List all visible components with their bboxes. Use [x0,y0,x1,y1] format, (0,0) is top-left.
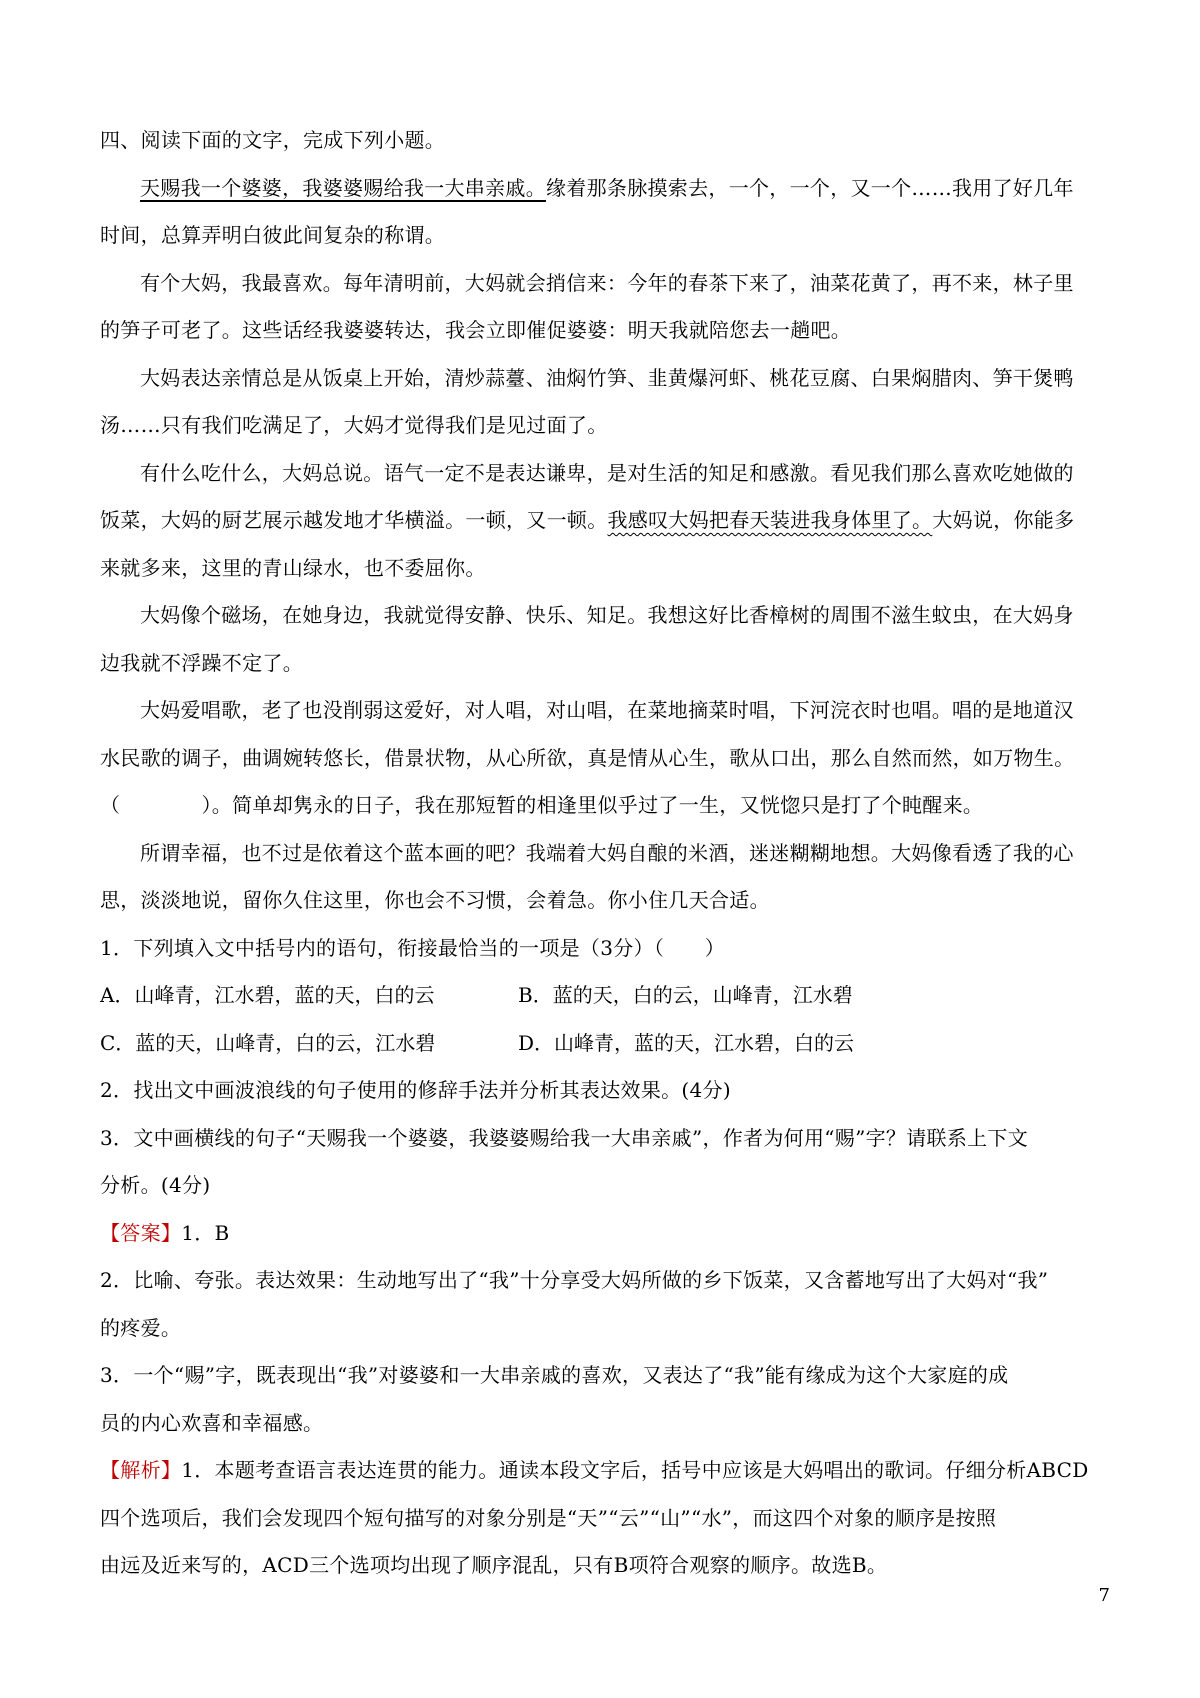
analysis-line2: 四个选项后，我们会发现四个短句描写的对象分别是“天”“云”“山”“水”，而这四个对象的顺序是按照 [100,1505,997,1530]
analysis-line3: 由远及近来写的，ACD三个选项均出现了顺序混乱，只有B项符合观察的顺序。故选B。 [100,1553,888,1577]
option-b: B．蓝的天，白的云，山峰青，江水碧 [518,983,853,1007]
document-body [100,117,1110,1590]
passage-p5-line2: 边我就不浮躁不定了。 [100,650,303,675]
question-3-line1: 3．文中画横线的句子“天赐我一个婆婆，我婆婆赐给我一大串亲戚”，作者为何用“赐”字？请联系上下文 [100,1125,1029,1150]
wavy-underlined-sentence: 我感叹大妈把春天装进我身体里了。 [607,508,933,532]
answer-2-line2: 的疼爱。 [100,1315,182,1340]
passage-p5-line1: 大妈像个磁场，在她身边，我就觉得安静、快乐、知足。我想这好比香樟树的周围不滋生蚊虫，在大妈身 [140,603,1074,627]
passage-p6-line1: 大妈爱唱歌，老了也没削弱这爱好，对人唱，对山唱，在菜地摘菜时唱，下河浣衣时也唱。唱的是地道汉 [140,698,1074,722]
page-number: 7 [1098,1585,1110,1606]
question-2: 2．找出文中画波浪线的句子使用的修辞手法并分析其表达效果。(4分) [100,1078,731,1102]
passage-p2-line2: 的笋子可老了。这些话经我婆婆转达，我会立即催促婆婆：明天我就陪您去一趟吧。 [100,318,852,342]
passage-p3-line1: 大妈表达亲情总是从饭桌上开始，清炒蒜薹、油焖竹笋、韭黄爆河虾、桃花豆腐、白果焖腊肉、笋干煲鸭 [140,365,1074,390]
passage-p7-line2: 思，淡淡地说，留你久住这里，你也会不习惯，会着急。你小住几天合适。 [100,888,770,912]
question-3-line2: 分析。(4分) [100,1173,211,1197]
answer-1: 1．B [181,1220,230,1245]
options-row-2 [100,1020,1110,1068]
analysis-tag: 【解析】 [100,1458,182,1482]
answer-line [100,1210,1110,1258]
passage-p4-line3: 来就多来，这里的青山绿水，也不委屈你。 [100,555,486,580]
passage-p3-line2: 汤……只有我们吃满足了，大妈才觉得我们是见过面了。 [100,413,608,437]
answer-tag: 【答案】 [100,1220,182,1245]
answer-2-line1: 2．比喻、夸张。表达效果：生动地写出了“我”十分享受大妈所做的乡下饭菜，又含蓄地写出了大妈对“我” [100,1268,1049,1292]
passage-p4-line2 [100,497,1110,545]
option-a: A．山峰青，江水碧，蓝的天，白的云 [100,983,435,1007]
passage-p7-line1: 所谓幸福，也不过是依着这个蓝本画的吧？我端着大妈自酿的米酒，迷迷糊糊地想。大妈像看透了我的心 [140,840,1074,865]
section-title: 四、阅读下面的文字，完成下列小题。 [100,128,446,152]
passage-p4-before: 饭菜，大妈的厨艺展示越发地才华横溢。一顿，又一顿。 [100,508,608,532]
analysis-text-1: 1．本题考查语言表达连贯的能力。通读本段文字后，括号中应该是大妈唱出的歌词。仔细分析ABCD [181,1458,1089,1482]
answer-3-line1: 3．一个“赐”字，既表现出“我”对婆婆和一大串亲戚的喜欢，又表达了“我”能有缘成为这个大家庭的成 [100,1363,1009,1387]
answer-3-line2: 员的内心欢喜和幸福感。 [100,1410,324,1435]
passage-p4-after: 大妈说，你能多 [932,508,1075,532]
passage-p6-line3: （ ）。简单却隽永的日子，我在那短暂的相逢里似乎过了一生，又恍惚只是打了个盹醒来。 [100,793,984,817]
passage-p2-line1: 有个大妈，我最喜欢。每年清明前，大妈就会捎信来：今年的春茶下来了，油菜花黄了，再不来，林子里 [140,270,1074,295]
passage-p4-line1: 有什么吃什么，大妈总说。语气一定不是表达谦卑，是对生活的知足和感激。看见我们那么喜欢吃她做的 [140,460,1074,485]
passage-p1-rest: 缘着那条脉摸索去，一个，一个，又一个……我用了好几年 [546,175,1074,200]
passage-p1-line1 [100,165,1110,213]
option-c: C．蓝的天，山峰青，白的云，江水碧 [100,1030,436,1055]
passage-p6-line2: 水民歌的调子，曲调婉转悠长，借景状物，从心所欲，真是情从心生，歌从口出，那么自然而然，如万物生。 [100,745,1075,770]
analysis-line1 [100,1447,1110,1495]
option-d: D．山峰青，蓝的天，江水碧，白的云 [518,1030,855,1055]
question-1: 1．下列填入文中括号内的语句，衔接最恰当的一项是（3分）（ ） [100,935,726,960]
options-row-1 [100,972,1110,1020]
passage-p1-line2: 时间，总算弄明白彼此间复杂的称谓。 [100,223,446,247]
underlined-sentence: 天赐我一个婆婆，我婆婆赐给我一大串亲戚。 [140,175,546,200]
